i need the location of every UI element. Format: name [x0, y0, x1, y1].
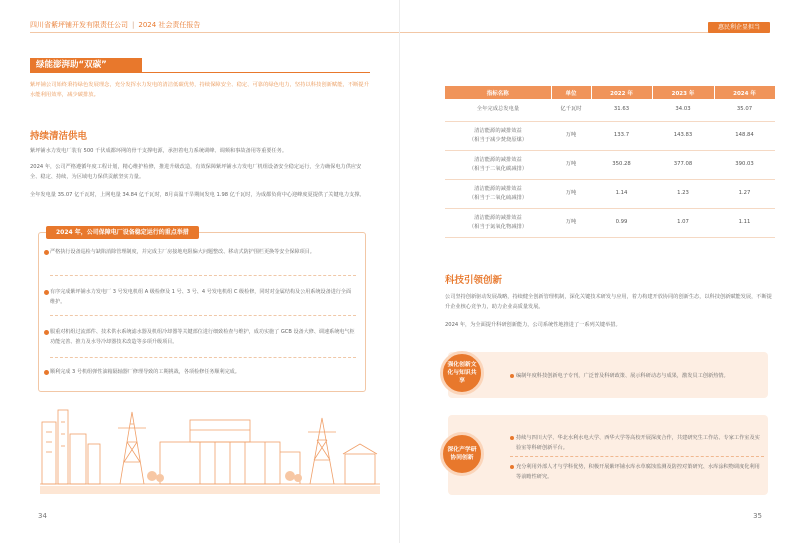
table-cell-value: 377.08	[652, 150, 714, 179]
bullet-icon	[44, 250, 49, 255]
industry-academia-item-1: 持续与四川大学、华北水利水电大学、西华大学等高校开展深度合作，共建研究生工作站、专家工作室及实验室等科研创新平台。	[516, 435, 760, 451]
table-cell-name: 清洁能源的减排效益 （相当于二氧化硫减排）	[445, 179, 551, 208]
section-title-clean-power: 持续清洁供电	[30, 131, 88, 142]
table-cell-value: 1.11	[714, 208, 775, 237]
measure-item-3: 服重对机组过流部件、技术供水系统滤水器及机组冷却器等关键部位进行细致检查与维护，成功实施了 GCB 设备大修、调速系统电气柜功能完善、推力及水导冷却器技术改造等多项升级项目。	[50, 329, 355, 345]
bullet-icon	[510, 374, 514, 378]
table-row	[445, 99, 775, 121]
industry-academia-item-2: 充分利用外部人才与学科优势，积极开展紫坪铺水库水草腐蚀监测及防控对策研究、水库涂积物调度化利用等前瞻性研究。	[516, 464, 760, 480]
table-cell-value: 1.14	[591, 179, 652, 208]
table-row	[445, 179, 775, 208]
innovation-paragraph-1: 公司坚持创新驱动发展战略，持续健全创新管理机制，深化关键技术研发与应用，着力构建开放协同的创新生态，以科技创新赋能发展，不断提升企业核心竞争力，助力企业高质量发展。	[445, 294, 772, 310]
header-rule	[400, 32, 710, 33]
bullet-icon	[510, 465, 514, 469]
section-title-innovation: 科技引领创新	[445, 275, 503, 286]
table-cell-unit: 万吨	[551, 208, 591, 237]
key-measures-title: 2024 年，公司保障电厂设备稳定运行的重点举措	[46, 226, 199, 239]
table-header: 单位	[551, 86, 591, 99]
innovation-culture-badge: 强化创新文化与知识共享	[440, 351, 484, 395]
table-row	[445, 150, 775, 179]
table-cell-unit: 万吨	[551, 121, 591, 150]
measure-item-4: 顺利完成 3 号机组弹性油箱隔轴器厂修理导致的工期挑战，各项检修任务顺利完成。	[50, 369, 240, 375]
chapter-banner: 绿能澎湃助“双碳”	[30, 58, 142, 73]
table-row	[445, 121, 775, 150]
bullet-icon	[44, 370, 49, 375]
divider	[510, 456, 764, 457]
intro-paragraph: 紫坪铺公司始终秉持绿色发展理念，充分发挥水力发电的清洁低碳优势，持续保障安全、稳定、可靠的绿色电力，坚持以科技创新赋能，不断提升水能利用效率，减少碳排放。	[30, 82, 370, 98]
measure-item-2: 有序完成紫坪铺水力发电厂 3 号发电机组 A 级检修及 1 号、3 号、4 号发电机组 C 级检修，同时对金属结构及公用系统设备进行全面维护。	[50, 289, 352, 305]
table-cell-unit: 万吨	[551, 179, 591, 208]
header-report: 2024 社会责任报告	[138, 21, 201, 29]
table-cell-unit: 万吨	[551, 150, 591, 179]
bullet-icon	[510, 436, 514, 440]
header-title: 四川省紫坪铺开发有限责任公司 | 2024 社会责任报告	[30, 21, 201, 29]
table-cell-value: 1.07	[652, 208, 714, 237]
bullet-icon	[44, 330, 49, 335]
table-cell-value: 1.23	[652, 179, 714, 208]
table-cell-value: 133.7	[591, 121, 652, 150]
divider	[50, 275, 356, 276]
table-cell-value: 34.03	[652, 99, 714, 121]
table-cell-value: 350.28	[591, 150, 652, 179]
table-cell-unit: 亿千瓦时	[551, 99, 591, 121]
page-number-right: 35	[753, 512, 762, 520]
bullet-icon	[44, 290, 49, 295]
innovation-paragraph-2: 2024 年，为全面提升科研创新能力，公司系统性地推进了一系列关键举措。	[445, 322, 621, 328]
table-header: 2022 年	[591, 86, 652, 99]
table-header: 2023 年	[652, 86, 714, 99]
table-cell-value: 148.84	[714, 121, 775, 150]
paragraph-1: 紫坪铺水力发电厂装有 500 千伏成都环网的骨干支撑电源，承担着电力系统调峰、调频和事故备用等重要任务。	[30, 148, 288, 154]
table-row	[445, 208, 775, 237]
table-cell-name: 清洁能源的减排效益 （相当于氮氧化物减排）	[445, 208, 551, 237]
emission-benefit-table	[445, 86, 776, 238]
divider	[50, 357, 356, 358]
dam-illustration	[40, 402, 380, 494]
section-tab: 惠民利企显担当	[708, 22, 770, 33]
table-cell-value: 0.99	[591, 208, 652, 237]
table-cell-value: 143.83	[652, 121, 714, 150]
table-cell-name: 清洁能源的减排效益 （相当于减少焚烧原煤）	[445, 121, 551, 150]
table-cell-value: 35.07	[714, 99, 775, 121]
industry-academia-badge: 深化产学研协同创新	[440, 432, 484, 476]
measure-item-1: 严格执行设备巡检与缺陷消除管理制度，并完成主厂房接地电阻偏大问题整改、移动式防护围栏更换等安全保障项目。	[50, 249, 315, 255]
table-cell-name: 清洁能源的减排效益 （相当于二氧化碳减排）	[445, 150, 551, 179]
innovation-culture-item: 编制年度科技创新电子专刊，广泛普及科研政策、展示科研动态与成果，激发员工创新热情。	[516, 373, 729, 379]
table-cell-name: 全年完成总发电量	[445, 99, 551, 121]
right-page	[400, 0, 800, 543]
header-rule	[30, 32, 400, 33]
header-company: 四川省紫坪铺开发有限责任公司	[30, 21, 128, 29]
table-cell-value: 31.63	[591, 99, 652, 121]
divider	[50, 315, 356, 316]
page-number-left: 34	[38, 512, 47, 520]
industry-academia-panel	[448, 415, 768, 495]
table-header: 指标名称	[445, 86, 551, 99]
table-cell-value: 390.03	[714, 150, 775, 179]
paragraph-3: 全年发电量 35.07 亿千瓦时，上网电量 34.84 亿千瓦时，8月高温干旱期间发电 1.98 亿千瓦时，为成都负荷中心迎峰度夏提供了关键电力支撑。	[30, 192, 365, 198]
banner-rule	[142, 72, 370, 73]
table-header: 2024 年	[714, 86, 775, 99]
table-cell-value: 1.27	[714, 179, 775, 208]
paragraph-2: 2024 年，公司严格遵循年度工程计划，精心维护检修，推进升级改造，有效保障紫坪铺水力发电厂机组设备安全稳定运行，全力确保电力供应安全、稳定、持续，为区域电力保供贡献坚实力量。	[30, 164, 362, 180]
table-header-row	[445, 86, 775, 99]
